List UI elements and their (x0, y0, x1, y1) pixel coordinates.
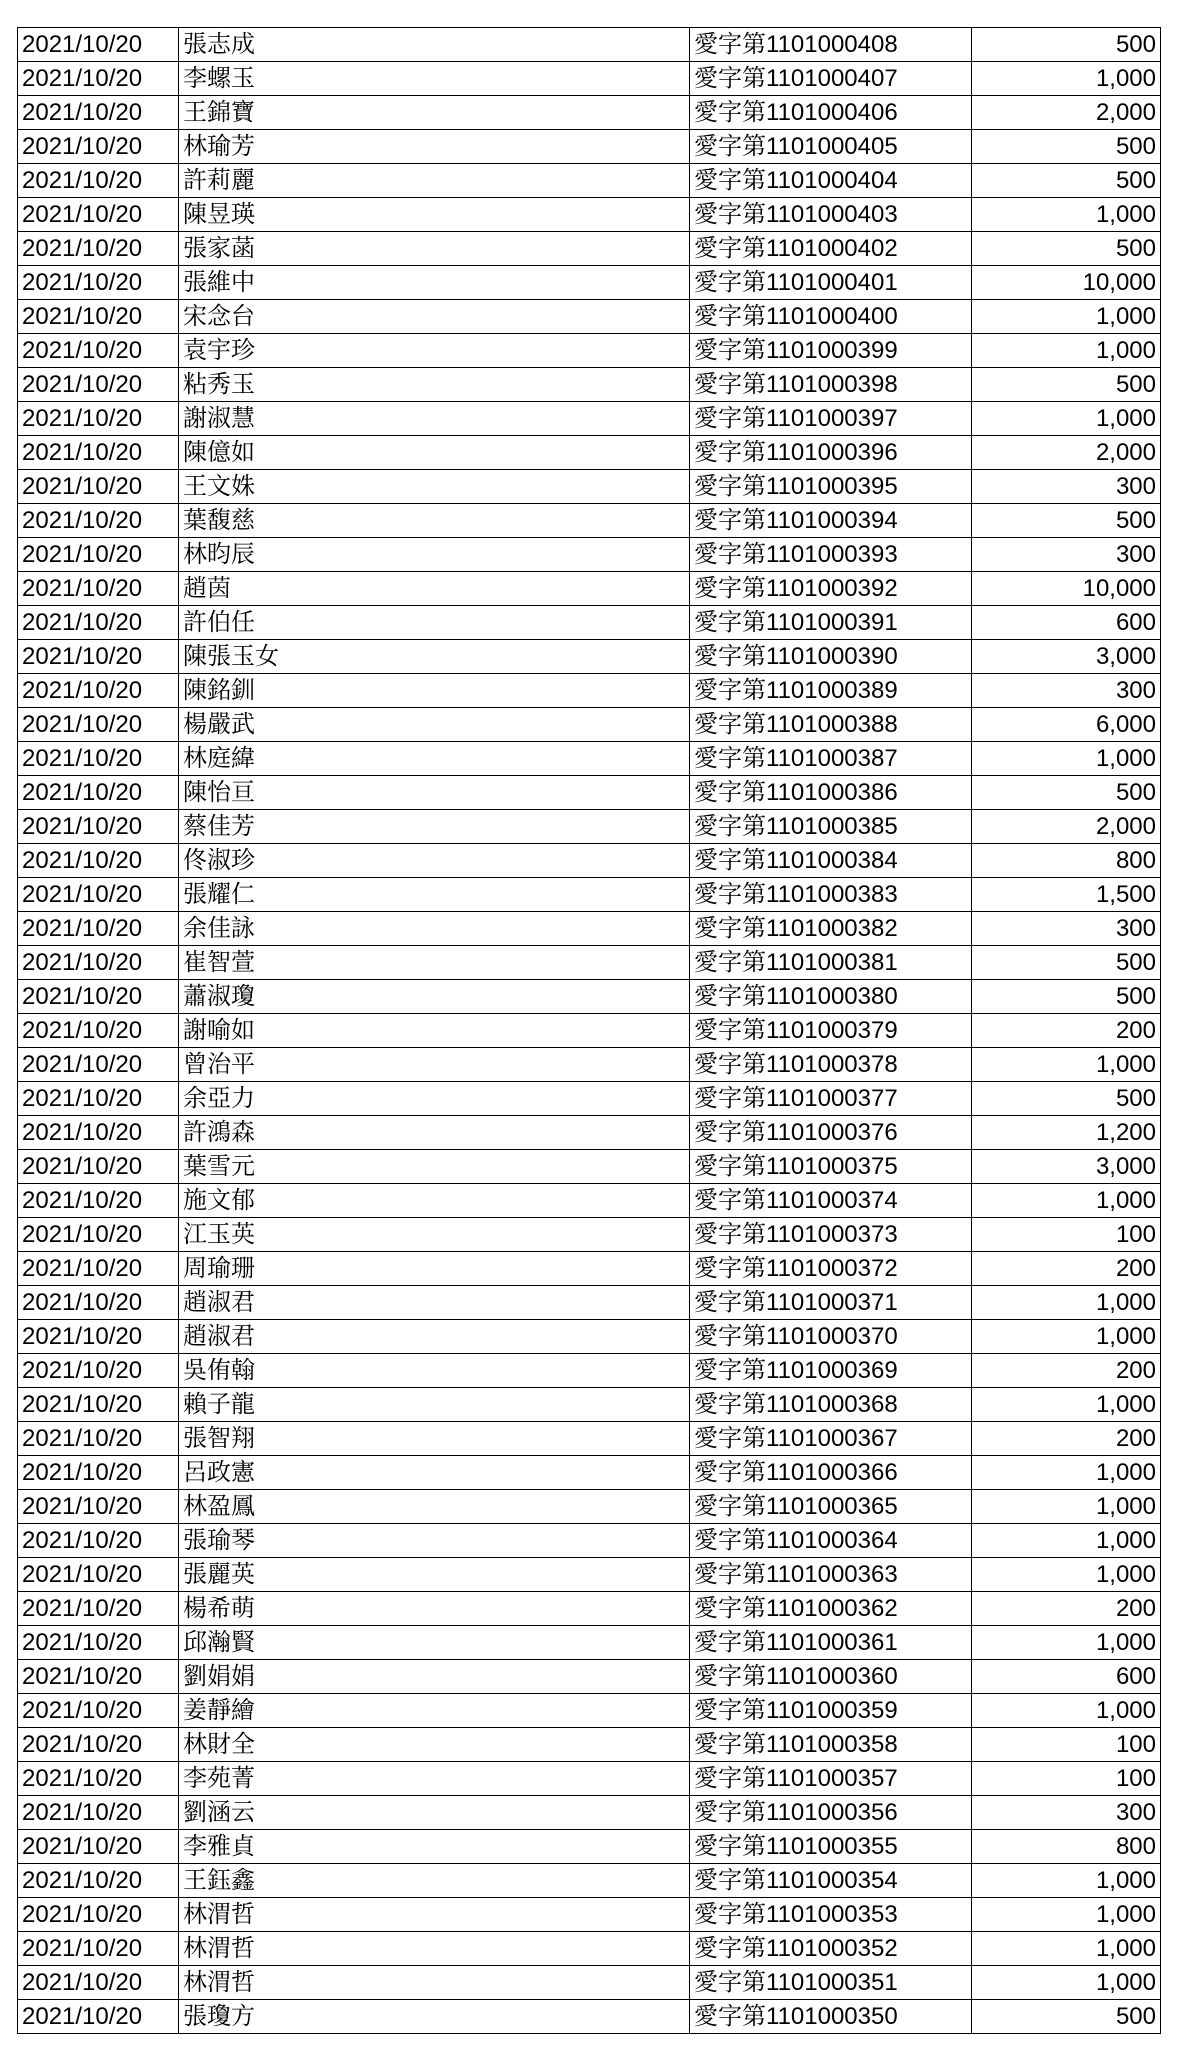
amount-cell: 1,200 (972, 1116, 1161, 1150)
date-cell: 2021/10/20 (18, 946, 179, 980)
date-cell: 2021/10/20 (18, 1048, 179, 1082)
receipt-number-cell: 愛字第1101000402 (690, 232, 972, 266)
amount-cell: 1,000 (972, 1898, 1161, 1932)
table-row (18, 62, 1161, 96)
donor-name-cell: 陳張玉女 (179, 640, 690, 674)
amount-cell: 2,000 (972, 810, 1161, 844)
receipt-number-cell: 愛字第1101000393 (690, 538, 972, 572)
donor-name-cell: 王錦寶 (179, 96, 690, 130)
donor-name-cell: 林瑜芳 (179, 130, 690, 164)
table-row (18, 1966, 1161, 2000)
table-row (18, 1286, 1161, 1320)
receipt-number-cell: 愛字第1101000389 (690, 674, 972, 708)
amount-cell: 1,000 (972, 1864, 1161, 1898)
receipt-number-cell: 愛字第1101000391 (690, 606, 972, 640)
amount-cell: 3,000 (972, 640, 1161, 674)
receipt-number-cell: 愛字第1101000367 (690, 1422, 972, 1456)
amount-cell: 200 (972, 1354, 1161, 1388)
date-cell: 2021/10/20 (18, 1286, 179, 1320)
receipt-number-cell: 愛字第1101000359 (690, 1694, 972, 1728)
amount-cell: 3,000 (972, 1150, 1161, 1184)
date-cell: 2021/10/20 (18, 1320, 179, 1354)
date-cell: 2021/10/20 (18, 708, 179, 742)
amount-cell: 1,000 (972, 334, 1161, 368)
amount-cell: 1,000 (972, 1490, 1161, 1524)
donor-name-cell: 陳昱瑛 (179, 198, 690, 232)
donor-name-cell: 王文姝 (179, 470, 690, 504)
table-row (18, 232, 1161, 266)
donor-name-cell: 余亞力 (179, 1082, 690, 1116)
donor-name-cell: 林渭哲 (179, 1932, 690, 1966)
donor-name-cell: 佟淑珍 (179, 844, 690, 878)
amount-cell: 1,000 (972, 1184, 1161, 1218)
donor-name-cell: 崔智萱 (179, 946, 690, 980)
table-row (18, 334, 1161, 368)
receipt-number-cell: 愛字第1101000385 (690, 810, 972, 844)
table-row (18, 1184, 1161, 1218)
donor-name-cell: 王鈺鑫 (179, 1864, 690, 1898)
receipt-number-cell: 愛字第1101000406 (690, 96, 972, 130)
table-row (18, 640, 1161, 674)
donor-name-cell: 宋念台 (179, 300, 690, 334)
donor-name-cell: 張智翔 (179, 1422, 690, 1456)
table-row (18, 980, 1161, 1014)
receipt-number-cell: 愛字第1101000357 (690, 1762, 972, 1796)
amount-cell: 1,000 (972, 1388, 1161, 1422)
amount-cell: 100 (972, 1218, 1161, 1252)
date-cell: 2021/10/20 (18, 436, 179, 470)
amount-cell: 500 (972, 946, 1161, 980)
donor-name-cell: 林盈鳳 (179, 1490, 690, 1524)
receipt-number-cell: 愛字第1101000403 (690, 198, 972, 232)
amount-cell: 300 (972, 470, 1161, 504)
donor-name-cell: 李苑菁 (179, 1762, 690, 1796)
date-cell: 2021/10/20 (18, 1082, 179, 1116)
donor-name-cell: 張家菡 (179, 232, 690, 266)
receipt-number-cell: 愛字第1101000369 (690, 1354, 972, 1388)
table-row (18, 1252, 1161, 1286)
amount-cell: 1,000 (972, 1694, 1161, 1728)
table-row (18, 1864, 1161, 1898)
amount-cell: 2,000 (972, 96, 1161, 130)
date-cell: 2021/10/20 (18, 1694, 179, 1728)
date-cell: 2021/10/20 (18, 1014, 179, 1048)
table-row (18, 1354, 1161, 1388)
amount-cell: 500 (972, 1082, 1161, 1116)
amount-cell: 1,000 (972, 1932, 1161, 1966)
table-row (18, 1932, 1161, 1966)
donor-name-cell: 陳怡亘 (179, 776, 690, 810)
receipt-number-cell: 愛字第1101000408 (690, 28, 972, 62)
donor-name-cell: 許鴻森 (179, 1116, 690, 1150)
receipt-number-cell: 愛字第1101000360 (690, 1660, 972, 1694)
donor-name-cell: 趙茵 (179, 572, 690, 606)
date-cell: 2021/10/20 (18, 878, 179, 912)
table-row (18, 368, 1161, 402)
date-cell: 2021/10/20 (18, 1728, 179, 1762)
table-row (18, 96, 1161, 130)
amount-cell: 2,000 (972, 436, 1161, 470)
table-row (18, 844, 1161, 878)
amount-cell: 1,000 (972, 742, 1161, 776)
donor-name-cell: 張耀仁 (179, 878, 690, 912)
date-cell: 2021/10/20 (18, 1490, 179, 1524)
amount-cell: 500 (972, 368, 1161, 402)
donor-name-cell: 李雅貞 (179, 1830, 690, 1864)
donor-name-cell: 賴子龍 (179, 1388, 690, 1422)
table-row (18, 2000, 1161, 2034)
amount-cell: 300 (972, 538, 1161, 572)
table-row (18, 572, 1161, 606)
donor-name-cell: 劉娟娟 (179, 1660, 690, 1694)
receipt-number-cell: 愛字第1101000382 (690, 912, 972, 946)
table-row (18, 1116, 1161, 1150)
amount-cell: 300 (972, 674, 1161, 708)
amount-cell: 500 (972, 980, 1161, 1014)
receipt-number-cell: 愛字第1101000383 (690, 878, 972, 912)
date-cell: 2021/10/20 (18, 1456, 179, 1490)
amount-cell: 300 (972, 1796, 1161, 1830)
date-cell: 2021/10/20 (18, 2000, 179, 2034)
receipt-number-cell: 愛字第1101000400 (690, 300, 972, 334)
table-row (18, 606, 1161, 640)
amount-cell: 1,000 (972, 1524, 1161, 1558)
date-cell: 2021/10/20 (18, 402, 179, 436)
donor-name-cell: 林昀辰 (179, 538, 690, 572)
donor-name-cell: 蔡佳芳 (179, 810, 690, 844)
donor-name-cell: 林渭哲 (179, 1898, 690, 1932)
receipt-number-cell: 愛字第1101000386 (690, 776, 972, 810)
receipt-number-cell: 愛字第1101000352 (690, 1932, 972, 1966)
date-cell: 2021/10/20 (18, 1592, 179, 1626)
receipt-number-cell: 愛字第1101000395 (690, 470, 972, 504)
receipt-number-cell: 愛字第1101000373 (690, 1218, 972, 1252)
donor-name-cell: 張瓊方 (179, 2000, 690, 2034)
date-cell: 2021/10/20 (18, 1626, 179, 1660)
amount-cell: 600 (972, 1660, 1161, 1694)
amount-cell: 1,000 (972, 1558, 1161, 1592)
table-row (18, 742, 1161, 776)
date-cell: 2021/10/20 (18, 1116, 179, 1150)
donor-name-cell: 葉馥慈 (179, 504, 690, 538)
donor-name-cell: 邱瀚賢 (179, 1626, 690, 1660)
receipt-number-cell: 愛字第1101000388 (690, 708, 972, 742)
receipt-number-cell: 愛字第1101000374 (690, 1184, 972, 1218)
receipt-number-cell: 愛字第1101000379 (690, 1014, 972, 1048)
receipt-number-cell: 愛字第1101000404 (690, 164, 972, 198)
date-cell: 2021/10/20 (18, 776, 179, 810)
donor-name-cell: 粘秀玉 (179, 368, 690, 402)
receipt-number-cell: 愛字第1101000355 (690, 1830, 972, 1864)
amount-cell: 200 (972, 1422, 1161, 1456)
donor-name-cell: 周瑜珊 (179, 1252, 690, 1286)
receipt-number-cell: 愛字第1101000380 (690, 980, 972, 1014)
amount-cell: 6,000 (972, 708, 1161, 742)
amount-cell: 1,000 (972, 1286, 1161, 1320)
table-row (18, 1524, 1161, 1558)
amount-cell: 200 (972, 1592, 1161, 1626)
table-row (18, 1728, 1161, 1762)
table-row (18, 878, 1161, 912)
receipt-number-cell: 愛字第1101000362 (690, 1592, 972, 1626)
donor-name-cell: 張志成 (179, 28, 690, 62)
date-cell: 2021/10/20 (18, 640, 179, 674)
table-row (18, 1014, 1161, 1048)
receipt-number-cell: 愛字第1101000399 (690, 334, 972, 368)
receipt-number-cell: 愛字第1101000375 (690, 1150, 972, 1184)
receipt-number-cell: 愛字第1101000358 (690, 1728, 972, 1762)
table-row (18, 1388, 1161, 1422)
table-row (18, 28, 1161, 62)
receipt-number-cell: 愛字第1101000405 (690, 130, 972, 164)
table-row (18, 1796, 1161, 1830)
receipt-number-cell: 愛字第1101000407 (690, 62, 972, 96)
amount-cell: 500 (972, 130, 1161, 164)
table-row (18, 708, 1161, 742)
table-row (18, 1558, 1161, 1592)
date-cell: 2021/10/20 (18, 1966, 179, 2000)
receipt-number-cell: 愛字第1101000354 (690, 1864, 972, 1898)
date-cell: 2021/10/20 (18, 538, 179, 572)
amount-cell: 300 (972, 912, 1161, 946)
date-cell: 2021/10/20 (18, 1184, 179, 1218)
receipt-number-cell: 愛字第1101000364 (690, 1524, 972, 1558)
receipt-number-cell: 愛字第1101000372 (690, 1252, 972, 1286)
receipt-number-cell: 愛字第1101000370 (690, 1320, 972, 1354)
donor-name-cell: 許伯任 (179, 606, 690, 640)
donor-name-cell: 陳銘釧 (179, 674, 690, 708)
date-cell: 2021/10/20 (18, 1150, 179, 1184)
donor-name-cell: 江玉英 (179, 1218, 690, 1252)
receipt-number-cell: 愛字第1101000377 (690, 1082, 972, 1116)
donor-name-cell: 陳億如 (179, 436, 690, 470)
table-row (18, 266, 1161, 300)
donor-name-cell: 袁宇珍 (179, 334, 690, 368)
donor-name-cell: 林庭緯 (179, 742, 690, 776)
donor-name-cell: 張麗英 (179, 1558, 690, 1592)
table-row (18, 198, 1161, 232)
amount-cell: 1,000 (972, 198, 1161, 232)
table-row (18, 1626, 1161, 1660)
table-row (18, 1218, 1161, 1252)
table-row (18, 130, 1161, 164)
date-cell: 2021/10/20 (18, 300, 179, 334)
table-row (18, 810, 1161, 844)
date-cell: 2021/10/20 (18, 1388, 179, 1422)
receipt-number-cell: 愛字第1101000371 (690, 1286, 972, 1320)
receipt-number-cell: 愛字第1101000356 (690, 1796, 972, 1830)
amount-cell: 500 (972, 504, 1161, 538)
amount-cell: 500 (972, 232, 1161, 266)
date-cell: 2021/10/20 (18, 470, 179, 504)
receipt-number-cell: 愛字第1101000387 (690, 742, 972, 776)
receipt-number-cell: 愛字第1101000392 (690, 572, 972, 606)
receipt-number-cell: 愛字第1101000353 (690, 1898, 972, 1932)
date-cell: 2021/10/20 (18, 96, 179, 130)
donor-name-cell: 謝喻如 (179, 1014, 690, 1048)
donor-name-cell: 許莉麗 (179, 164, 690, 198)
amount-cell: 500 (972, 2000, 1161, 2034)
amount-cell: 1,000 (972, 1320, 1161, 1354)
date-cell: 2021/10/20 (18, 1864, 179, 1898)
table-row (18, 402, 1161, 436)
donor-name-cell: 林財全 (179, 1728, 690, 1762)
table-row (18, 1592, 1161, 1626)
amount-cell: 1,500 (972, 878, 1161, 912)
amount-cell: 1,000 (972, 62, 1161, 96)
receipt-number-cell: 愛字第1101000361 (690, 1626, 972, 1660)
amount-cell: 500 (972, 28, 1161, 62)
table-row (18, 470, 1161, 504)
receipt-number-cell: 愛字第1101000381 (690, 946, 972, 980)
receipt-number-cell: 愛字第1101000397 (690, 402, 972, 436)
table-row (18, 1422, 1161, 1456)
receipt-number-cell: 愛字第1101000396 (690, 436, 972, 470)
table-row (18, 946, 1161, 980)
amount-cell: 10,000 (972, 572, 1161, 606)
table-row (18, 674, 1161, 708)
donor-name-cell: 蕭淑瓊 (179, 980, 690, 1014)
date-cell: 2021/10/20 (18, 130, 179, 164)
date-cell: 2021/10/20 (18, 1422, 179, 1456)
date-cell: 2021/10/20 (18, 1660, 179, 1694)
date-cell: 2021/10/20 (18, 1354, 179, 1388)
amount-cell: 600 (972, 606, 1161, 640)
receipt-number-cell: 愛字第1101000350 (690, 2000, 972, 2034)
date-cell: 2021/10/20 (18, 164, 179, 198)
table-row (18, 912, 1161, 946)
amount-cell: 200 (972, 1252, 1161, 1286)
donor-name-cell: 楊嚴武 (179, 708, 690, 742)
donor-name-cell: 葉雪元 (179, 1150, 690, 1184)
amount-cell: 200 (972, 1014, 1161, 1048)
date-cell: 2021/10/20 (18, 28, 179, 62)
receipt-number-cell: 愛字第1101000368 (690, 1388, 972, 1422)
donor-name-cell: 呂政憲 (179, 1456, 690, 1490)
donor-name-cell: 趙淑君 (179, 1320, 690, 1354)
receipt-number-cell: 愛字第1101000378 (690, 1048, 972, 1082)
donation-ledger-table (17, 27, 1161, 2034)
date-cell: 2021/10/20 (18, 368, 179, 402)
table-row (18, 1694, 1161, 1728)
ledger-body (18, 28, 1161, 2034)
donor-name-cell: 林渭哲 (179, 1966, 690, 2000)
date-cell: 2021/10/20 (18, 980, 179, 1014)
amount-cell: 1,000 (972, 402, 1161, 436)
amount-cell: 1,000 (972, 1048, 1161, 1082)
amount-cell: 500 (972, 776, 1161, 810)
donor-name-cell: 施文郁 (179, 1184, 690, 1218)
date-cell: 2021/10/20 (18, 1252, 179, 1286)
table-row (18, 1830, 1161, 1864)
receipt-number-cell: 愛字第1101000351 (690, 1966, 972, 2000)
amount-cell: 800 (972, 844, 1161, 878)
date-cell: 2021/10/20 (18, 1762, 179, 1796)
date-cell: 2021/10/20 (18, 742, 179, 776)
donor-name-cell: 趙淑君 (179, 1286, 690, 1320)
receipt-number-cell: 愛字第1101000390 (690, 640, 972, 674)
donor-name-cell: 曾治平 (179, 1048, 690, 1082)
table-row (18, 504, 1161, 538)
table-row (18, 538, 1161, 572)
date-cell: 2021/10/20 (18, 198, 179, 232)
receipt-number-cell: 愛字第1101000398 (690, 368, 972, 402)
table-row (18, 776, 1161, 810)
receipt-number-cell: 愛字第1101000376 (690, 1116, 972, 1150)
date-cell: 2021/10/20 (18, 1524, 179, 1558)
donor-name-cell: 楊希萌 (179, 1592, 690, 1626)
donor-name-cell: 吳侑翰 (179, 1354, 690, 1388)
donor-name-cell: 余佳詠 (179, 912, 690, 946)
date-cell: 2021/10/20 (18, 844, 179, 878)
amount-cell: 1,000 (972, 300, 1161, 334)
amount-cell: 100 (972, 1728, 1161, 1762)
receipt-number-cell: 愛字第1101000394 (690, 504, 972, 538)
amount-cell: 1,000 (972, 1626, 1161, 1660)
table-row (18, 1762, 1161, 1796)
table-row (18, 300, 1161, 334)
table-row (18, 1048, 1161, 1082)
date-cell: 2021/10/20 (18, 674, 179, 708)
receipt-number-cell: 愛字第1101000384 (690, 844, 972, 878)
date-cell: 2021/10/20 (18, 810, 179, 844)
donor-name-cell: 姜靜繪 (179, 1694, 690, 1728)
amount-cell: 1,000 (972, 1456, 1161, 1490)
donor-name-cell: 張瑜琴 (179, 1524, 690, 1558)
date-cell: 2021/10/20 (18, 1218, 179, 1252)
date-cell: 2021/10/20 (18, 504, 179, 538)
donor-name-cell: 張維中 (179, 266, 690, 300)
date-cell: 2021/10/20 (18, 572, 179, 606)
receipt-number-cell: 愛字第1101000365 (690, 1490, 972, 1524)
table-row (18, 1898, 1161, 1932)
donor-name-cell: 劉涵云 (179, 1796, 690, 1830)
receipt-number-cell: 愛字第1101000401 (690, 266, 972, 300)
table-row (18, 1320, 1161, 1354)
table-row (18, 1150, 1161, 1184)
amount-cell: 500 (972, 164, 1161, 198)
table-row (18, 1490, 1161, 1524)
date-cell: 2021/10/20 (18, 1558, 179, 1592)
table-row (18, 164, 1161, 198)
date-cell: 2021/10/20 (18, 266, 179, 300)
receipt-number-cell: 愛字第1101000366 (690, 1456, 972, 1490)
date-cell: 2021/10/20 (18, 334, 179, 368)
amount-cell: 10,000 (972, 266, 1161, 300)
date-cell: 2021/10/20 (18, 232, 179, 266)
table-row (18, 436, 1161, 470)
date-cell: 2021/10/20 (18, 1932, 179, 1966)
date-cell: 2021/10/20 (18, 1898, 179, 1932)
date-cell: 2021/10/20 (18, 1796, 179, 1830)
amount-cell: 800 (972, 1830, 1161, 1864)
table-row (18, 1082, 1161, 1116)
date-cell: 2021/10/20 (18, 62, 179, 96)
date-cell: 2021/10/20 (18, 912, 179, 946)
amount-cell: 100 (972, 1762, 1161, 1796)
date-cell: 2021/10/20 (18, 606, 179, 640)
donor-name-cell: 謝淑慧 (179, 402, 690, 436)
date-cell: 2021/10/20 (18, 1830, 179, 1864)
amount-cell: 1,000 (972, 1966, 1161, 2000)
receipt-number-cell: 愛字第1101000363 (690, 1558, 972, 1592)
donor-name-cell: 李螺玉 (179, 62, 690, 96)
table-row (18, 1660, 1161, 1694)
table-row (18, 1456, 1161, 1490)
